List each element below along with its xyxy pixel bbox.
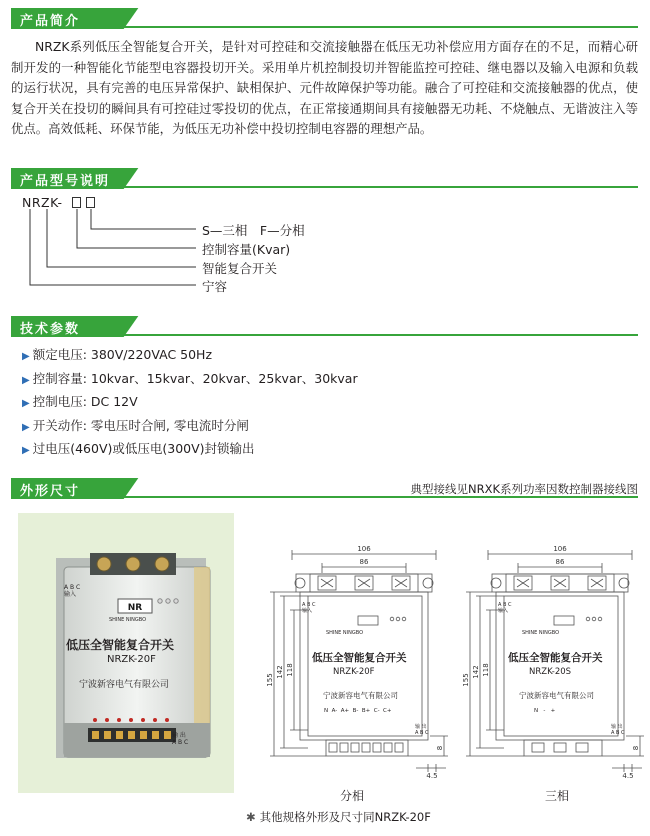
dim-width-inner: 86 <box>555 558 565 566</box>
drawing-device-model: NRZK-20F <box>333 667 375 677</box>
spec-item <box>22 438 358 462</box>
spec-list <box>22 344 358 462</box>
drawing-company: 宁波新容电气有限公司 <box>519 691 594 700</box>
product-photo-illustration <box>18 513 234 793</box>
drawing-caption-split-phase: 分相 <box>340 789 365 803</box>
model-label-brand: 宁容 <box>202 279 228 294</box>
drawing-output-label: 输 出 A B C <box>415 724 429 736</box>
bullet-triangle-icon: ▶ <box>22 374 30 386</box>
photo-device-model: NRZK-20F <box>107 654 156 665</box>
dim-height-total: 155 <box>462 673 470 687</box>
dim-height-body: 142 <box>276 665 284 679</box>
wiring-note: 典型接线见NRXK系列功率因数控制器接线图 <box>410 482 638 496</box>
drawing-terminal-labels: N A- A+ B- B+ C- C+ <box>324 708 392 714</box>
dim-height-mount: 118 <box>482 663 490 677</box>
spec-text: 控制电压: DC 12V <box>32 394 138 409</box>
photo-input-label: A B C 输入 <box>64 584 81 598</box>
section-title: 产品型号说明 <box>20 174 111 189</box>
spec-text: 控制容量: 10kvar、15kvar、20kvar、25kvar、30kvar <box>32 370 358 386</box>
model-label-capacity: 控制容量(Kvar) <box>202 242 291 257</box>
asterisk-icon: ✱ <box>246 810 256 824</box>
bullet-triangle-icon: ▶ <box>22 445 30 456</box>
bullet-triangle-icon: ▶ <box>22 421 30 433</box>
dim-width-total: 106 <box>553 545 567 553</box>
section-header-tech <box>11 316 638 337</box>
bullet-triangle-icon: ▶ <box>22 351 30 362</box>
spec-item <box>22 391 358 415</box>
dim-terminal-depth: 8 <box>632 745 640 751</box>
footnote <box>246 809 431 825</box>
footnote-text: 其他规格外形及尺寸同NRZK-20F <box>259 810 431 824</box>
model-leader-lines <box>0 0 650 300</box>
spec-item <box>22 344 358 368</box>
photo-device-title: 低压全智能复合开关 <box>66 638 175 652</box>
drawing-device-model: NRZK-20S <box>529 667 572 677</box>
dim-height-mount: 118 <box>286 663 294 677</box>
model-label-phase: S—三相 F—分相 <box>202 223 305 238</box>
drawing-device-title: 低压全智能复合开关 <box>508 652 603 664</box>
spec-text: 开关动作: 零电压时合闸, 零电流时分闸 <box>32 417 249 433</box>
dim-width-inner: 86 <box>359 558 369 566</box>
photo-output-label: 输 出 A B C <box>172 732 189 746</box>
drawing-brand: SHINE NINGBO <box>522 630 560 636</box>
dim-width-total: 106 <box>357 545 371 553</box>
bullet-triangle-icon: ▶ <box>22 398 30 409</box>
dim-terminal-pitch: 4.5 <box>622 772 634 780</box>
spec-item <box>22 368 358 392</box>
model-code: NRZK- <box>22 195 63 210</box>
drawing-input-label: A B C 输入 <box>498 602 512 614</box>
model-label-switch: 智能复合开关 <box>202 261 278 276</box>
spec-text: 额定电压: 380V/220VAC 50Hz <box>32 347 213 362</box>
intro-paragraph: NRZK系列低压全智能复合开关，是针对可控硅和交流接触器在低压无功补偿应用方面存在的不足，而精心研制开发的一种智能化节能型电容器投切开关。采用单片机控制投切并智能监控可控硅、继电器以及输入电源和负载的运行状况，具有完善的电压异常保护、缺相保护、元件故障保护等功能。融合了可控硅和交流接触器的优点，使复合开关在投切的瞬间具有可控硅过零投切的优点，在正常接通期间具有接触器无功耗、不烧触点、无谐波注入等优点。高效低耗、环保节能，为低压无功补偿中投切控制电容器的理想产品。 <box>11 39 638 137</box>
spec-item <box>22 415 358 439</box>
photo-company: 宁波新容电气有限公司 <box>79 680 170 690</box>
drawing-input-label: A B C 输入 <box>302 602 316 614</box>
svg-text:NR: NR <box>127 603 143 613</box>
drawing-company: 宁波新容电气有限公司 <box>323 691 398 700</box>
drawing-output-label: 输 出 A B C <box>611 724 625 736</box>
dim-height-total: 155 <box>266 673 274 687</box>
dim-terminal-pitch: 4.5 <box>426 772 438 780</box>
product-photo <box>18 513 234 793</box>
section-title: 产品简介 <box>20 14 81 29</box>
drawing-caption-three-phase: 三相 <box>545 789 570 803</box>
dim-height-body: 142 <box>472 665 480 679</box>
drawing-device-title: 低压全智能复合开关 <box>312 652 407 664</box>
photo-brand: SHINE NINGBO <box>109 617 147 623</box>
dim-terminal-depth: 8 <box>436 745 444 751</box>
spec-text: 过电压(460V)或低压电(300V)封锁输出 <box>32 441 255 456</box>
section-title: 技术参数 <box>20 322 81 337</box>
drawing-brand: SHINE NINGBO <box>326 630 364 636</box>
drawing-terminal-labels: N - + <box>534 708 556 714</box>
section-title: 外形尺寸 <box>20 484 81 499</box>
